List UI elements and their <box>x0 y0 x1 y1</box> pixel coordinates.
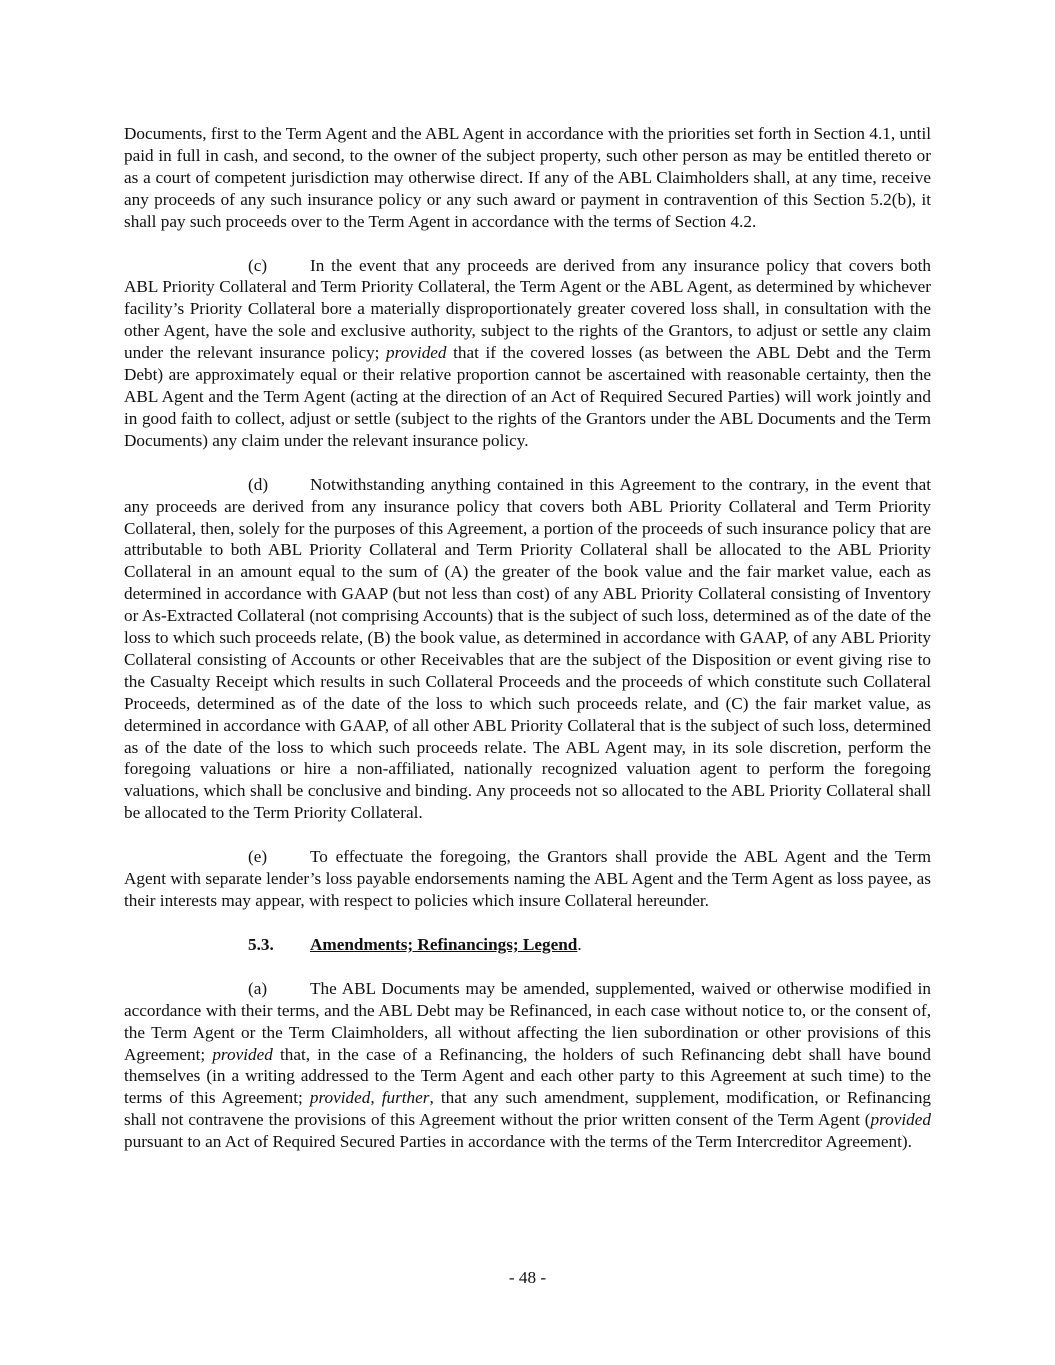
paragraph-label: (c) <box>248 255 268 275</box>
paragraph-label: (d) <box>248 474 269 494</box>
paragraph-e <box>124 846 931 912</box>
document-page <box>124 123 931 1175</box>
paragraph-text: Documents, first to the Term Agent and the ABL Agent in accordance with the priorities set forth in Section 4.1, until paid in full in cash, and second, to the owner of the subject property, such other person as may be entitled thereto or as a court of competent jurisdiction may otherwise direct. If any of the ABL Claimholders shall, at any time, receive any proceeds of any such insurance policy or any such award or payment in contravention of this Section 5.2(b), it shall pay such proceeds over to the Term Agent in accordance with the terms of Section 4.2. <box>124 124 931 231</box>
section-heading <box>124 934 931 956</box>
paragraph-label: (a) <box>248 978 268 998</box>
paragraph-c <box>124 255 931 452</box>
italic-term: provided, further <box>309 1088 430 1108</box>
section-number: 5.3. <box>248 934 274 954</box>
paragraph-text: , that any such amendment, supplement, modification, or Refinancing shall not contravene the provisions of this Agreement without the prior written consent of the Term Agent ( <box>124 1088 932 1130</box>
italic-term: provided <box>212 1044 273 1064</box>
paragraph-text: In the event that any proceeds are derived from any insurance policy that covers both ABL Priority Collateral and Term Priority Collateral, the Term Agent or the ABL Agent, as determined by whichever facility’s Priority Collateral bore a materially disproportionately greater covered loss shall, in consultation with the other Agent, have the sole and exclusive authority, subject to the rights of the Grantors, to adjust or settle any claim under the relevant insurance policy; <box>124 255 931 363</box>
paragraph-text: that if the covered losses (as between the ABL Debt and the Term Debt) are approximately equal or their relative proportion cannot be ascertained with reasonable certainty, then the ABL Agent and the Term Agent (acting at the direction of an Act of Required Secured Parties) will work jointly and in good faith to collect, adjust or settle (subject to the rights of the Grantors under the ABL Documents and the Term Documents) any claim under the relevant insurance policy. <box>124 343 931 450</box>
paragraph-text: Notwithstanding anything contained in this Agreement to the contrary, in the event that any proceeds are derived from any insurance policy that covers both ABL Priority Collateral and Term Priority Collateral, then, solely for the purposes of this Agreement, a portion of the proceeds of such insurance policy that are attributable to both ABL Priority Collateral and Term Priority Collateral shall be allocated to the ABL Priority Collateral in an amount equal to the sum of (A) the greater of the book value and the fair market value, each as determined in accordance with GAAP (but not less than cost) of any ABL Priority Collateral consisting of Inventory or As-Extracted Collateral (not comprising Accounts) that is the subject of such loss, determined as of the date of the loss to which such proceeds relate, (B) the book value, as determined in accordance with GAAP, of any ABL Priority Collateral consisting of Accounts or other Receivables that are the subject of the Disposition or event giving rise to the Casualty Receipt which results in such Collateral Proceeds and the proceeds of which constitute such Collateral Proceeds, determined as of the date of the loss to which such proceeds relate, and (C) the fair market value, as determined in accordance with GAAP, of all other ABL Priority Collateral that is the subject of such loss, determined as of the date of the loss to which such proceeds relate. The ABL Agent may, in its sole discretion, perform the foregoing valuations or hire a non-affiliated, nationally recognized valuation agent to perform the foregoing valuations, which shall be conclusive and binding. Any proceeds not so allocated to the ABL Priority Collateral shall be allocated to the Term Priority Collateral. <box>124 474 931 823</box>
section-title-period: . <box>577 934 582 954</box>
section-title: Amendments; Refinancings; Legend <box>310 934 578 954</box>
paragraph-text: To effectuate the foregoing, the Grantors shall provide the ABL Agent and the Term Agent with separate lender’s loss payable endorsements naming the ABL Agent and the Term Agent as loss payee, as their interests may appear, with respect to policies which insure Collateral hereunder. <box>124 847 931 910</box>
paragraph-text: The ABL Documents may be amended, supplemented, waived or otherwise modified in accordance with their terms, and the ABL Debt may be Refinanced, in each case without notice to, or the consent of, the Term Agent or the Term Claimholders, all without affecting the lien subordination or other provisions of this Agreement; <box>124 978 931 1064</box>
paragraph-text: that, in the case of a Refinancing, the holders of such Refinancing debt shall have bound themselves (in a writing addressed to the Term Agent and each other party to this Agreement at such time) to the terms of this Agreement; <box>124 1044 931 1108</box>
paragraph-b-continued <box>124 123 931 233</box>
italic-term: provided <box>386 343 447 363</box>
paragraph-label: (e) <box>248 847 268 867</box>
page-number: - 48 - <box>508 1268 547 1287</box>
paragraph-d <box>124 474 931 825</box>
paragraph-text: pursuant to an Act of Required Secured Parties in accordance with the terms of the Term Intercreditor Agreement). <box>124 1132 912 1152</box>
paragraph-a <box>124 978 931 1153</box>
italic-term: provided <box>870 1110 931 1130</box>
